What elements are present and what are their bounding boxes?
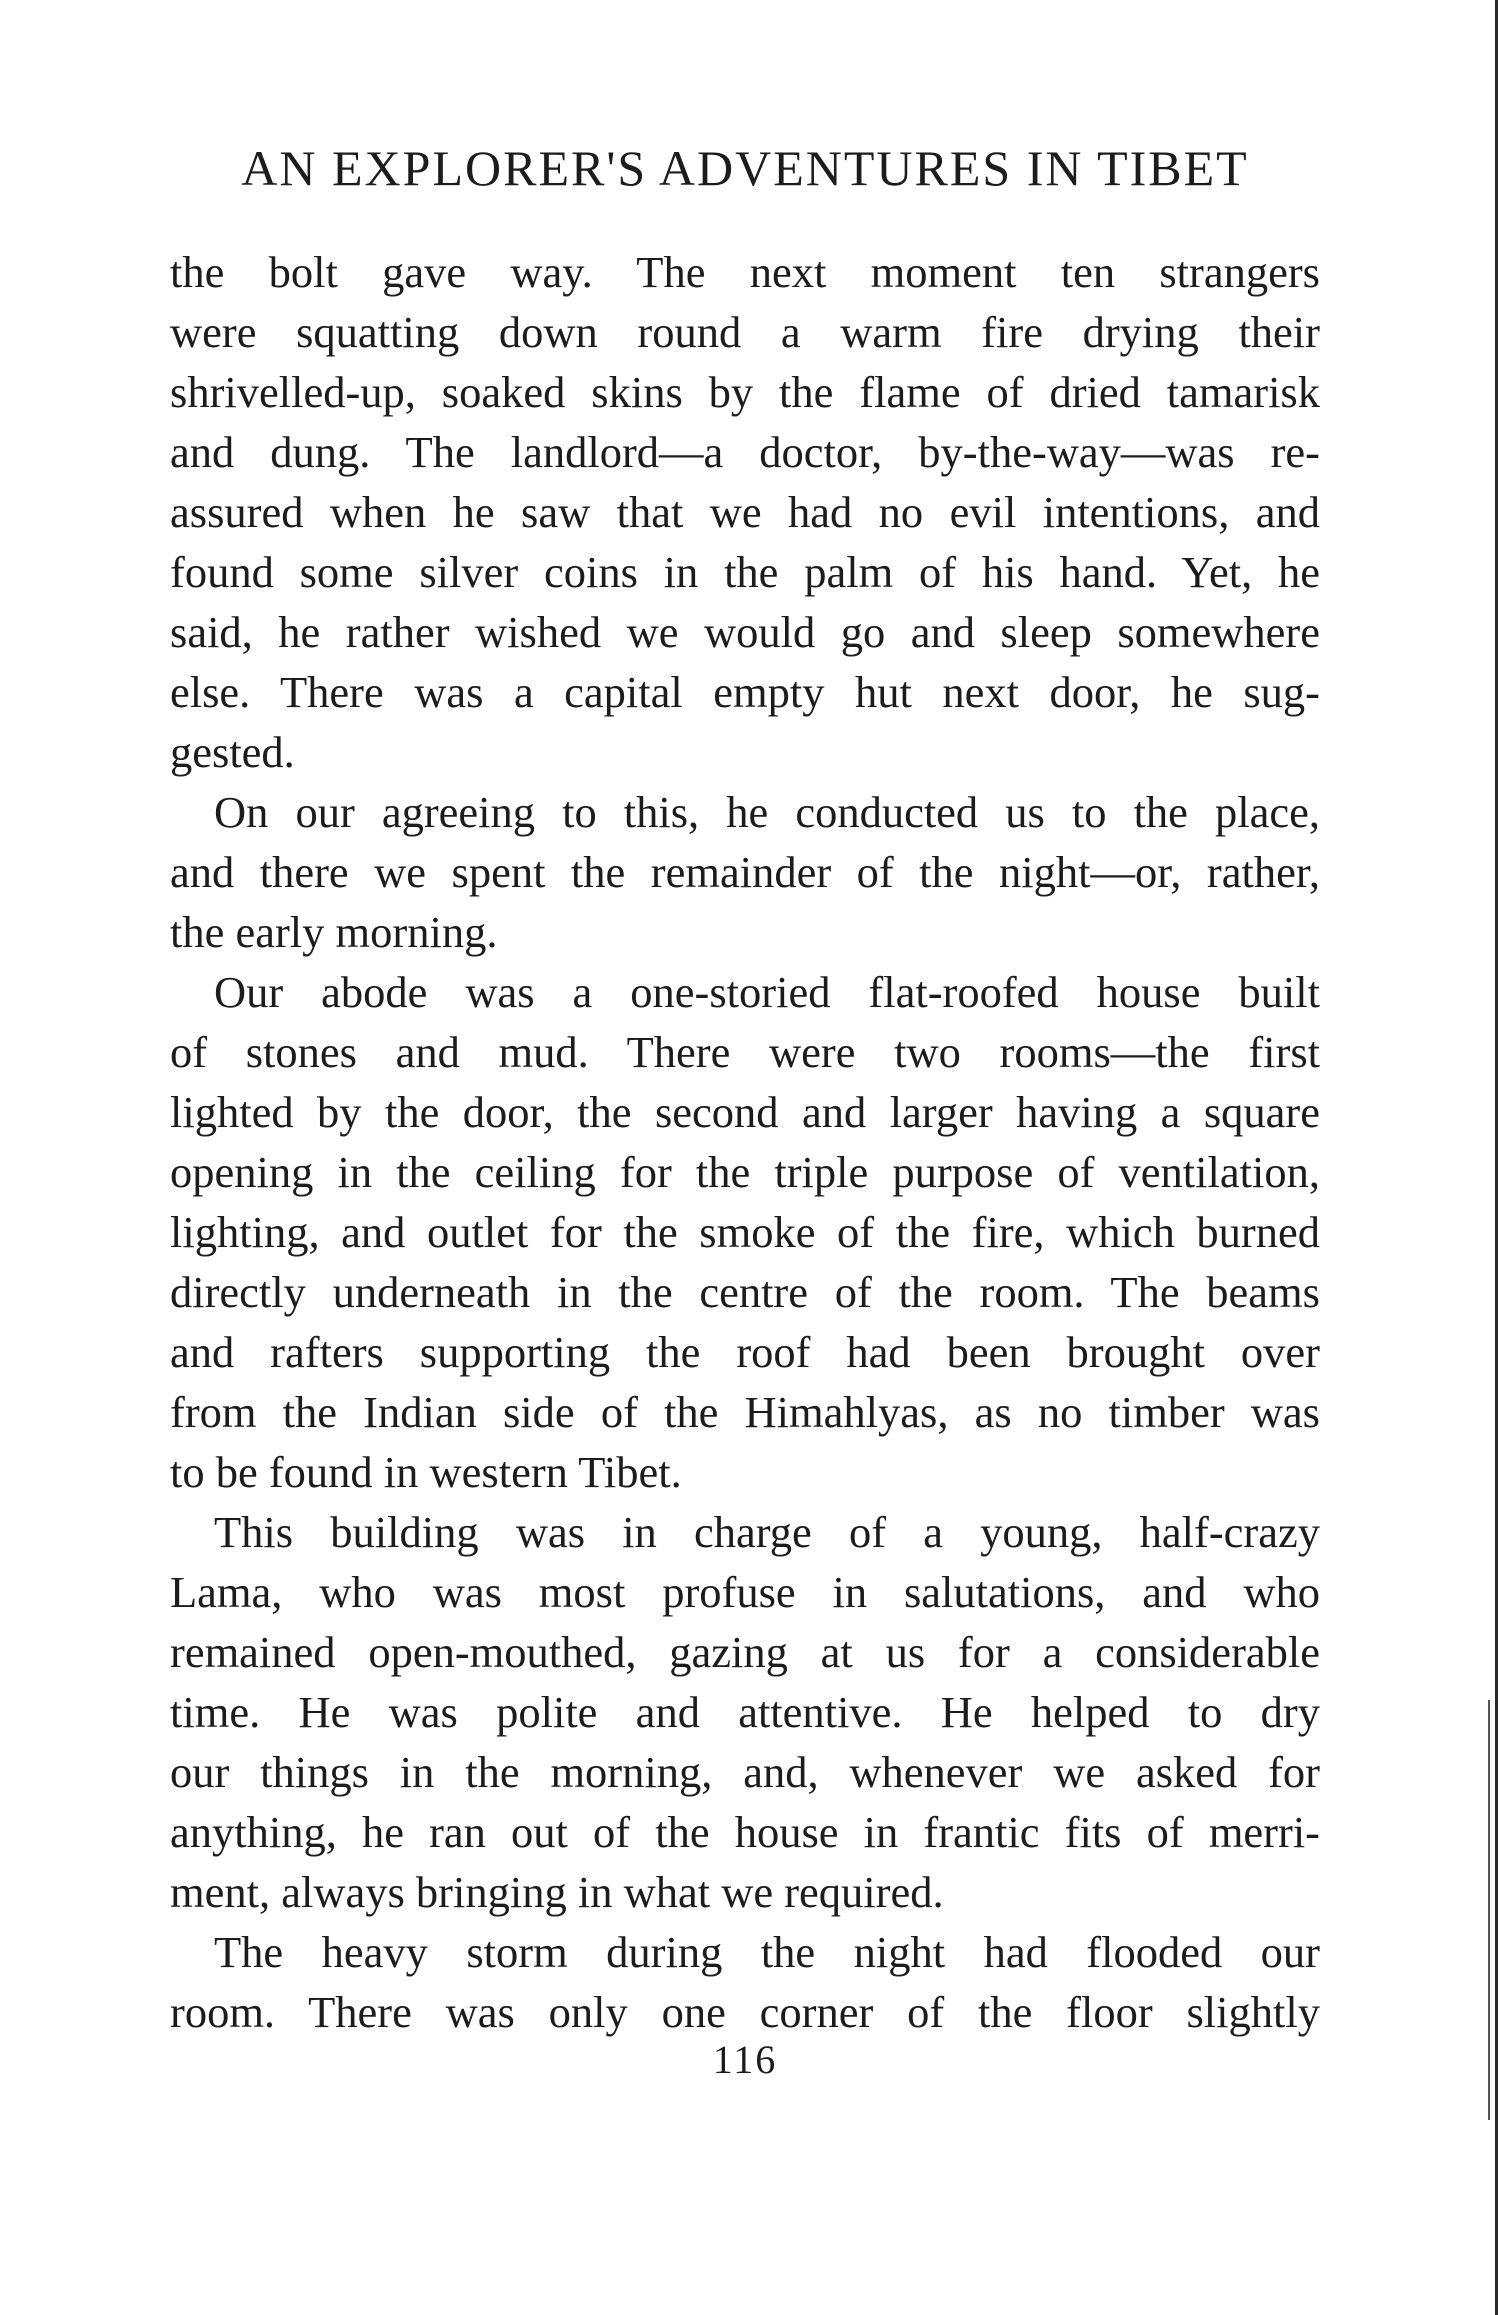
text-line: lighting, and outlet for the smoke of the fire, which burned [170, 1207, 1320, 1257]
text-line: were squatting down round a warm fire drying their [170, 307, 1320, 357]
text-line: opening in the ceiling for the triple purpose of ventilation, [170, 1147, 1320, 1197]
text-line: The heavy storm during the night had flooded our [214, 1927, 1320, 1977]
text-line: shrivelled-up, soaked skins by the flame of dried tamarisk [170, 367, 1320, 417]
text-line: time. He was polite and attentive. He helped to dry [170, 1687, 1320, 1737]
text-line: our things in the morning, and, whenever we asked for [170, 1747, 1320, 1797]
paragraph-3 [170, 962, 1320, 1502]
paragraph-5 [170, 1922, 1320, 2042]
text-line: Our abode was a one-storied flat-roofed house built [214, 967, 1320, 1017]
text-line: On our agreeing to this, he conducted us to the place, [214, 787, 1320, 837]
page-edge-mark [1488, 1700, 1490, 2120]
page-number: 116 [712, 2037, 778, 2082]
text-line: else. There was a capital empty hut next door, he sug- [170, 667, 1320, 717]
text-line: the bolt gave way. The next moment ten strangers [170, 247, 1320, 297]
text-line: This building was in charge of a young, half-crazy [214, 1507, 1320, 1557]
text-line: ment, always bringing in what we required. [170, 1867, 944, 1917]
text-line: remained open-mouthed, gazing at us for a considerable [170, 1627, 1320, 1677]
text-line: Lama, who was most profuse in salutations, and who [170, 1567, 1320, 1617]
text-line: of stones and mud. There were two rooms—the first [170, 1027, 1320, 1077]
body-text [170, 242, 1320, 2042]
running-head: AN EXPLORER'S ADVENTURES IN TIBET [241, 140, 1249, 196]
text-line: and dung. The landlord—a doctor, by-the-way—was re- [170, 427, 1320, 477]
text-line: room. There was only one corner of the floor slightly [170, 1987, 1320, 2037]
text-line: lighted by the door, the second and larger having a square [170, 1087, 1320, 1137]
text-line: gested. [170, 727, 295, 777]
text-line: the early morning. [170, 907, 498, 957]
text-line: and there we spent the remainder of the night—or, rather, [170, 847, 1320, 897]
text-line: found some silver coins in the palm of his hand. Yet, he [170, 547, 1320, 597]
text-line: anything, he ran out of the house in frantic fits of merri- [170, 1807, 1320, 1857]
paragraph-4 [170, 1502, 1320, 1922]
text-line: directly underneath in the centre of the room. The beams [170, 1267, 1320, 1317]
text-line: from the Indian side of the Himahlyas, as no timber was [170, 1387, 1320, 1437]
text-line: and rafters supporting the roof had been brought over [170, 1327, 1320, 1377]
paragraph-2 [170, 782, 1320, 962]
text-line: assured when he saw that we had no evil intentions, and [170, 487, 1320, 537]
paragraph-1 [170, 242, 1320, 782]
text-line: said, he rather wished we would go and sleep somewhere [170, 607, 1320, 657]
text-line: to be found in western Tibet. [170, 1447, 682, 1497]
